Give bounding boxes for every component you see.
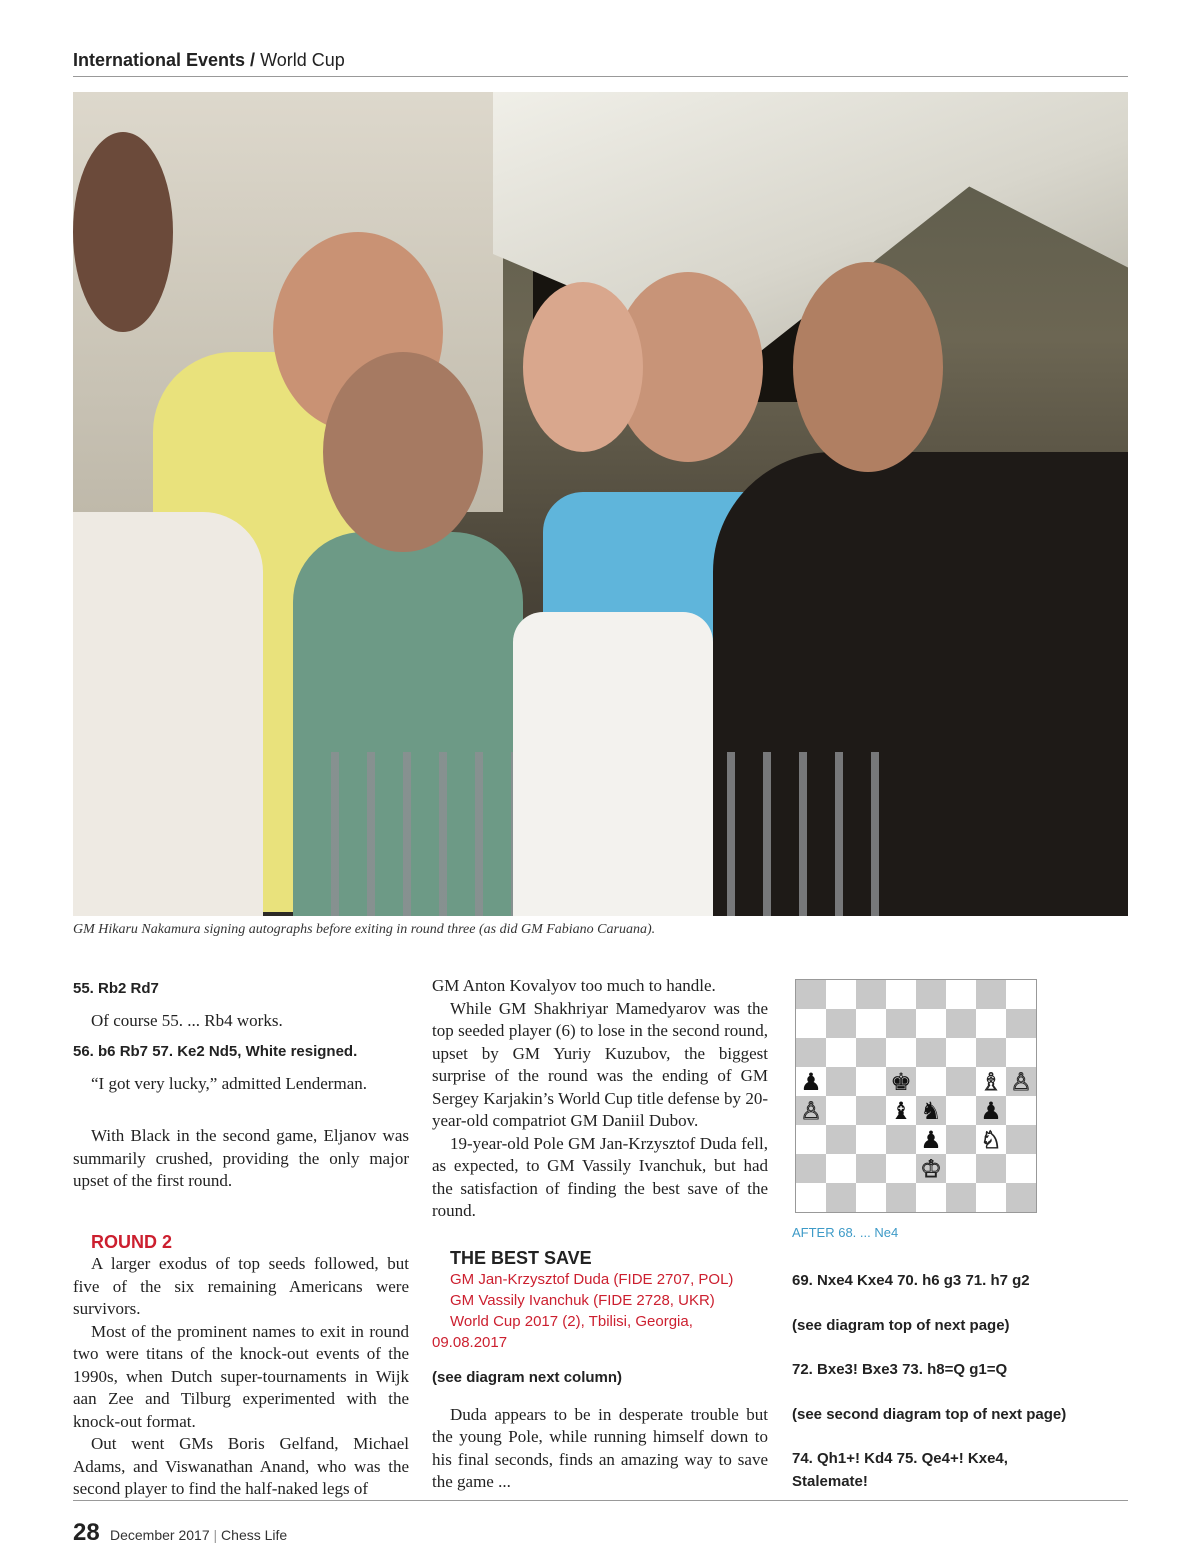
square-g7 bbox=[976, 1009, 1006, 1038]
move-line: Stalemate! bbox=[792, 1472, 868, 1490]
square-e1 bbox=[916, 1183, 946, 1212]
black-piece-icon: ♟ bbox=[800, 1067, 822, 1096]
header-separator: / bbox=[245, 50, 261, 70]
square-c6 bbox=[856, 1038, 886, 1067]
square-h2 bbox=[1006, 1154, 1036, 1183]
square-h1 bbox=[1006, 1183, 1036, 1212]
square-h3 bbox=[1006, 1125, 1036, 1154]
white-piece-icon: ♙ bbox=[800, 1096, 822, 1125]
footer-magazine: Chess Life bbox=[221, 1527, 288, 1543]
square-d2 bbox=[886, 1154, 916, 1183]
running-header bbox=[73, 50, 1128, 78]
photo-head bbox=[323, 352, 483, 552]
square-b3 bbox=[826, 1125, 856, 1154]
paragraph: Duda appears to be in desperate trouble but the young Pole, while running himself down to his final seconds, finds an amazing way to save the game ... bbox=[432, 1404, 768, 1491]
square-f1 bbox=[946, 1183, 976, 1212]
white-piece-icon: ♘ bbox=[980, 1125, 1002, 1154]
square-h5 bbox=[1006, 1067, 1036, 1096]
photo-head bbox=[793, 262, 943, 472]
paragraph: A larger exodus of top seeds followed, but five of the six remaining Americans were survivors. bbox=[73, 1254, 409, 1318]
white-piece-icon: ♗ bbox=[980, 1067, 1002, 1096]
square-a3 bbox=[796, 1125, 826, 1154]
paragraph: Of course 55. ... Rb4 works. bbox=[91, 1010, 283, 1030]
square-e5 bbox=[916, 1067, 946, 1096]
square-g5 bbox=[976, 1067, 1006, 1096]
square-b5 bbox=[826, 1067, 856, 1096]
square-g3 bbox=[976, 1125, 1006, 1154]
photo-head bbox=[523, 282, 643, 452]
diagram-note: (see diagram top of next page) bbox=[792, 1316, 1010, 1334]
photo-person-white-shirt bbox=[73, 512, 263, 916]
game-black-player: GM Vassily Ivanchuk (FIDE 2728, UKR) bbox=[450, 1292, 715, 1309]
diagram-caption: AFTER 68. ... Ne4 bbox=[792, 1225, 899, 1240]
square-e7 bbox=[916, 1009, 946, 1038]
square-a2 bbox=[796, 1154, 826, 1183]
subsection-title: World Cup bbox=[260, 50, 345, 70]
main-photo bbox=[73, 92, 1128, 916]
square-d8 bbox=[886, 980, 916, 1009]
footer-issue: December 2017 bbox=[110, 1527, 210, 1543]
square-c3 bbox=[856, 1125, 886, 1154]
best-save-heading: THE BEST SAVE bbox=[450, 1247, 592, 1268]
square-c2 bbox=[856, 1154, 886, 1183]
square-a8 bbox=[796, 980, 826, 1009]
section-title: International Events bbox=[73, 50, 246, 70]
square-a7 bbox=[796, 1009, 826, 1038]
square-f6 bbox=[946, 1038, 976, 1067]
paragraph: Out went GMs Boris Gelfand, Michael Adams, and Viswanathan Anand, who was the second player to find the half-naked legs of bbox=[73, 1434, 409, 1498]
square-e6 bbox=[916, 1038, 946, 1067]
square-d7 bbox=[886, 1009, 916, 1038]
square-e4 bbox=[916, 1096, 946, 1125]
white-piece-icon: ♙ bbox=[1010, 1067, 1032, 1096]
square-b2 bbox=[826, 1154, 856, 1183]
round-2-heading: ROUND 2 bbox=[91, 1231, 173, 1252]
square-g8 bbox=[976, 980, 1006, 1009]
move-line: 56. b6 Rb7 57. Ke2 Nd5, White resigned. bbox=[73, 1043, 358, 1060]
paragraph: 19-year-old Pole GM Jan-Krzysztof Duda fell, as expected, to GM Vassily Ivanchuk, but had the satisfaction of finding the best save of the round. bbox=[432, 1133, 768, 1220]
square-c5 bbox=[856, 1067, 886, 1096]
square-f2 bbox=[946, 1154, 976, 1183]
square-f8 bbox=[946, 980, 976, 1009]
black-piece-icon: ♞ bbox=[920, 1096, 942, 1125]
move-line: 74. Qh1+! Kd4 75. Qe4+! Kxe4, bbox=[792, 1450, 1008, 1467]
diagram-note: (see diagram next column) bbox=[432, 1369, 623, 1386]
black-piece-icon: ♟ bbox=[920, 1125, 942, 1154]
square-b1 bbox=[826, 1183, 856, 1212]
move-line: 72. Bxe3! Bxe3 73. h8=Q g1=Q bbox=[792, 1361, 1008, 1378]
square-f3 bbox=[946, 1125, 976, 1154]
photo-head bbox=[73, 132, 173, 332]
black-piece-icon: ♝ bbox=[890, 1096, 912, 1125]
square-h6 bbox=[1006, 1038, 1036, 1067]
square-b8 bbox=[826, 980, 856, 1009]
square-f5 bbox=[946, 1067, 976, 1096]
square-h4 bbox=[1006, 1096, 1036, 1125]
chess-diagram bbox=[795, 979, 1037, 1213]
header-rule bbox=[73, 76, 1128, 77]
square-c7 bbox=[856, 1009, 886, 1038]
page-footer bbox=[73, 1500, 1128, 1546]
square-f4 bbox=[946, 1096, 976, 1125]
footer-divider: | bbox=[213, 1527, 218, 1543]
square-h7 bbox=[1006, 1009, 1036, 1038]
paragraph: While GM Shakhriyar Mamedyarov was the top seeded player (6) to lose in the second round, upset by GM Yuriy Kuzubov, the biggest surprise of the round was the ending of GM Sergey Karjakin’s World Cup title defense by 20-year-old compatriot GM Daniil Dubov. bbox=[432, 998, 768, 1130]
square-b6 bbox=[826, 1038, 856, 1067]
square-e3 bbox=[916, 1125, 946, 1154]
diagram-note: (see second diagram top of next page) bbox=[792, 1405, 1067, 1423]
move-line: 55. Rb2 Rd7 bbox=[73, 980, 159, 997]
paragraph: “I got very lucky,” admitted Lenderman. bbox=[91, 1073, 367, 1093]
square-g6 bbox=[976, 1038, 1006, 1067]
square-c1 bbox=[856, 1183, 886, 1212]
square-a5 bbox=[796, 1067, 826, 1096]
footer-text bbox=[110, 1527, 287, 1543]
square-h8 bbox=[1006, 980, 1036, 1009]
move-line: 69. Nxe4 Kxe4 70. h6 g3 71. h7 g2 bbox=[792, 1272, 1030, 1289]
square-a6 bbox=[796, 1038, 826, 1067]
square-e2 bbox=[916, 1154, 946, 1183]
square-d5 bbox=[886, 1067, 916, 1096]
game-event: World Cup 2017 (2), Tbilisi, Georgia, 09.08.2017 bbox=[432, 1313, 693, 1351]
square-b4 bbox=[826, 1096, 856, 1125]
square-d6 bbox=[886, 1038, 916, 1067]
square-d4 bbox=[886, 1096, 916, 1125]
square-b7 bbox=[826, 1009, 856, 1038]
square-g1 bbox=[976, 1183, 1006, 1212]
photo-caption: GM Hikaru Nakamura signing autographs before exiting in round three (as did GM Fabiano Caruana). bbox=[73, 922, 656, 937]
column-3 bbox=[792, 1270, 1128, 1493]
square-d3 bbox=[886, 1125, 916, 1154]
square-a4 bbox=[796, 1096, 826, 1125]
column-1 bbox=[73, 975, 409, 1501]
page-number: 28 bbox=[73, 1519, 100, 1546]
square-d1 bbox=[886, 1183, 916, 1212]
photo-white-shirt-being-signed bbox=[513, 612, 713, 916]
paragraph: GM Anton Kovalyov too much to handle. bbox=[432, 976, 716, 995]
game-white-player: GM Jan-Krzysztof Duda (FIDE 2707, POL) bbox=[450, 1271, 734, 1288]
black-piece-icon: ♚ bbox=[890, 1067, 912, 1096]
white-piece-icon: ♔ bbox=[920, 1154, 942, 1183]
square-g4 bbox=[976, 1096, 1006, 1125]
square-a1 bbox=[796, 1183, 826, 1212]
paragraph: Most of the prominent names to exit in round two were titans of the knock-out events of the 1990s, when Dutch super-tournaments in Wijk aan Zee and Tilburg experimented with the knock-out format. bbox=[73, 1321, 409, 1431]
column-2 bbox=[432, 975, 768, 1494]
black-piece-icon: ♟ bbox=[980, 1096, 1002, 1125]
paragraph: With Black in the second game, Eljanov was summarily crushed, providing the only major upset of the first round. bbox=[73, 1126, 409, 1190]
square-f7 bbox=[946, 1009, 976, 1038]
square-c4 bbox=[856, 1096, 886, 1125]
square-e8 bbox=[916, 980, 946, 1009]
square-c8 bbox=[856, 980, 886, 1009]
square-g2 bbox=[976, 1154, 1006, 1183]
